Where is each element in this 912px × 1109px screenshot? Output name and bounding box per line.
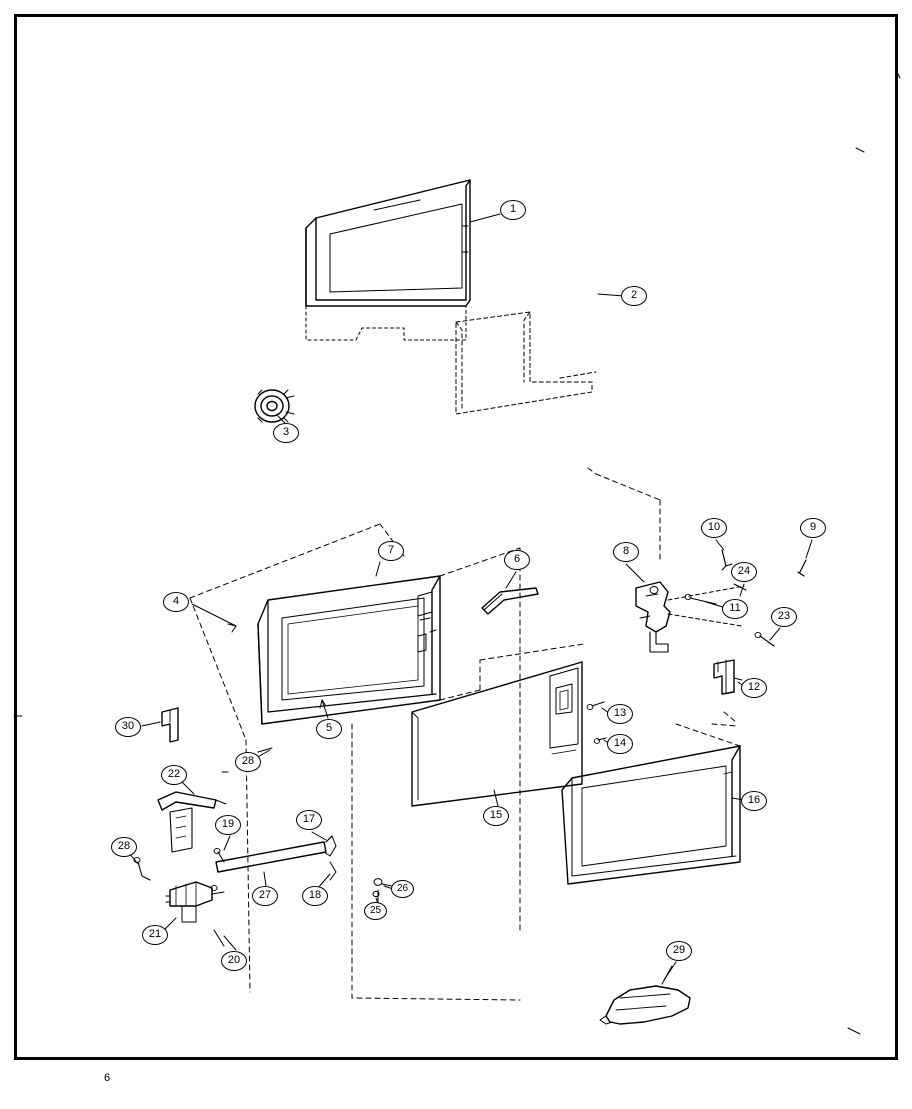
callout-label: 19 [221, 818, 235, 830]
callout-label: 10 [707, 521, 721, 533]
callout-6 [504, 550, 530, 570]
callout-label: 30 [121, 720, 135, 732]
callout-7 [378, 541, 404, 561]
part-6-handle [482, 588, 538, 614]
part-27-link-rod [216, 842, 326, 872]
callout-9 [800, 518, 826, 538]
callout-label: 13 [613, 707, 627, 719]
callout-label: 1 [509, 203, 517, 215]
part-17-pin [324, 836, 336, 856]
callout-20 [221, 951, 247, 971]
callout-26 [391, 880, 414, 898]
part-30-clip [162, 708, 178, 742]
callout-label: 24 [737, 565, 751, 577]
callout-11 [722, 599, 748, 619]
callout-25 [364, 902, 387, 920]
callout-label: 7 [387, 544, 395, 556]
callout-label: 4 [172, 595, 180, 607]
callout-label: 9 [809, 521, 817, 533]
callout-30 [115, 717, 141, 737]
callout-24 [731, 562, 757, 582]
callout-leaders [130, 214, 812, 980]
callout-29 [666, 941, 692, 961]
callout-3 [273, 423, 299, 443]
callout-label: 21 [148, 928, 162, 940]
part-28-clip [134, 857, 150, 880]
callout-1 [500, 200, 526, 220]
part-26-screws [373, 879, 392, 904]
callout-label: 2 [630, 289, 638, 301]
callout-18 [302, 886, 328, 906]
callout-28-secondary [235, 752, 261, 772]
callout-label: 18 [308, 889, 322, 901]
callout-13 [607, 704, 633, 724]
part-18-pin [330, 862, 336, 880]
part-3-knob [255, 390, 294, 422]
callout-5 [316, 719, 342, 739]
page-number: 6 [104, 1072, 111, 1084]
callout-4 [163, 592, 189, 612]
callout-27 [252, 886, 278, 906]
part-9-pin [798, 560, 806, 576]
part-16-outer-panel [562, 746, 740, 884]
callout-label: 16 [747, 794, 761, 806]
callout-label: 17 [302, 813, 316, 825]
part-1-upper-panel [306, 180, 470, 340]
callout-label: 28 [117, 840, 131, 852]
callout-17 [296, 810, 322, 830]
callout-label: 8 [622, 545, 630, 557]
callout-8 [613, 542, 639, 562]
callout-21 [142, 925, 168, 945]
callout-label: 23 [777, 610, 791, 622]
callout-19 [215, 815, 241, 835]
callout-23 [771, 607, 797, 627]
callout-label: 11 [729, 602, 741, 614]
callout-label: 29 [672, 944, 686, 956]
part-15-inner-panel [412, 662, 582, 806]
part-20-leader [214, 930, 224, 946]
callout-10 [701, 518, 727, 538]
part-4-leader [192, 604, 236, 632]
callout-label: 14 [613, 737, 627, 749]
part-7-door-frame [258, 576, 440, 724]
part-21-hinge-assembly [166, 882, 224, 922]
callout-label: 25 [369, 905, 382, 916]
callout-label: 27 [258, 889, 272, 901]
callout-28 [111, 837, 137, 857]
callout-22 [161, 765, 187, 785]
callout-15 [483, 806, 509, 826]
callout-label: 3 [282, 426, 290, 438]
callout-label: 22 [167, 768, 181, 780]
part-29-seal [600, 986, 690, 1024]
callout-label: 5 [325, 722, 333, 734]
callout-2 [621, 286, 647, 306]
part-8-hinge [636, 582, 670, 652]
callout-label: 20 [227, 954, 241, 966]
part-19-screw [214, 848, 224, 862]
callout-16 [741, 791, 767, 811]
callout-12 [741, 678, 767, 698]
callout-14 [607, 734, 633, 754]
callout-label: 15 [489, 809, 503, 821]
part-13-screw [587, 702, 604, 710]
part-2-bracket [456, 312, 596, 414]
callout-label: 26 [396, 883, 409, 894]
part-12-bracket [714, 660, 742, 694]
callout-label: 28 [241, 755, 255, 767]
callout-label: 12 [747, 681, 761, 693]
callout-label: 6 [513, 553, 521, 565]
